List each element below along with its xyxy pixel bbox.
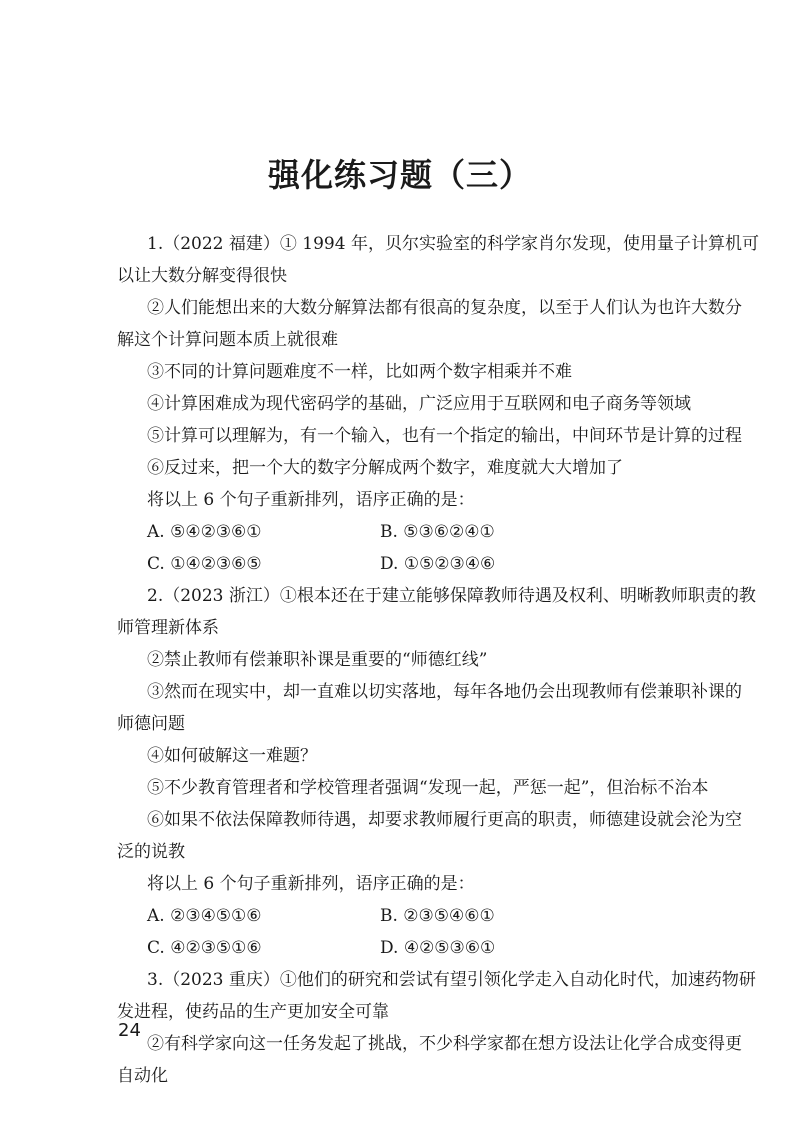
- option-d[interactable]: D. ④②⑤③⑥①: [380, 938, 496, 958]
- question-1-stem-cont: 以让大数分解变得很快: [117, 266, 287, 286]
- question-2-options-row-1: [117, 900, 717, 932]
- option-b[interactable]: B. ⑤③⑥②④①: [380, 522, 495, 542]
- sentence-2-cont: 解这个计算问题本质上就很难: [117, 330, 338, 350]
- question-1-stem: 1.（2022 福建）① 1994 年，贝尔实验室的科学家肖尔发现，使用量子计算机可: [147, 234, 759, 254]
- page-title: 强化练习题（三）: [267, 156, 532, 194]
- option-d[interactable]: D. ①⑤②③④⑥: [380, 554, 496, 574]
- question-3-stem-cont: 发进程，使药品的生产更加安全可靠: [117, 1002, 389, 1022]
- sentence-2: ②人们能想出来的大数分解算法都有很高的复杂度，以至于人们认为也许大数分: [147, 298, 742, 318]
- question-2-options-row-2: [117, 932, 717, 964]
- question-1-options-row-1: [117, 516, 717, 548]
- sentence-3-cont: 师德问题: [117, 714, 185, 734]
- option-c[interactable]: C. ④②③⑤①⑥: [147, 938, 262, 958]
- questions-body: [117, 228, 759, 1092]
- sentence-3: ③不同的计算问题难度不一样，比如两个数字相乘并不难: [147, 362, 572, 382]
- question-2-stem-cont: 师管理新体系: [117, 618, 219, 638]
- question-3-stem: 3.（2023 重庆）①他们的研究和尝试有望引领化学走入自动化时代，加速药物研: [147, 970, 756, 990]
- sentence-5: ⑤计算可以理解为，有一个输入，也有一个指定的输出，中间环节是计算的过程: [147, 426, 742, 446]
- sentence-4: ④计算困难成为现代密码学的基础，广泛应用于互联网和电子商务等领域: [147, 394, 691, 414]
- question-2-stem: 2.（2023 浙江）①根本还在于建立能够保障教师待遇及权利、明晰教师职责的教: [147, 586, 756, 606]
- sentence-6-cont: 泛的说教: [117, 842, 185, 862]
- sentence-4: ④如何破解这一难题？: [147, 746, 317, 766]
- sentence-3: ③然而在现实中，却一直难以切实落地，每年各地仍会出现教师有偿兼职补课的: [147, 682, 742, 702]
- sentence-2-cont: 自动化: [117, 1066, 168, 1086]
- question-2-prompt: 将以上 6 个句子重新排列，语序正确的是：: [147, 874, 475, 894]
- option-c[interactable]: C. ①④②③⑥⑤: [147, 554, 262, 574]
- option-a[interactable]: A. ⑤④②③⑥①: [147, 522, 262, 542]
- option-b[interactable]: B. ②③⑤④⑥①: [380, 906, 495, 926]
- question-1-prompt: 将以上 6 个句子重新排列，语序正确的是：: [147, 490, 475, 510]
- page-number: 24: [118, 1020, 141, 1041]
- sentence-6: ⑥反过来，把一个大的数字分解成两个数字，难度就大大增加了: [147, 458, 623, 478]
- sentence-2: ②禁止教师有偿兼职补课是重要的“师德红线”: [147, 650, 488, 670]
- question-1-options-row-2: [117, 548, 717, 580]
- sentence-5: ⑤不少教育管理者和学校管理者强调“发现一起，严惩一起”，但治标不治本: [147, 778, 709, 798]
- option-a[interactable]: A. ②③④⑤①⑥: [147, 906, 262, 926]
- sentence-2: ②有科学家向这一任务发起了挑战，不少科学家都在想方设法让化学合成变得更: [147, 1034, 742, 1054]
- sentence-6: ⑥如果不依法保障教师待遇，却要求教师履行更高的职责，师德建设就会沦为空: [147, 810, 742, 830]
